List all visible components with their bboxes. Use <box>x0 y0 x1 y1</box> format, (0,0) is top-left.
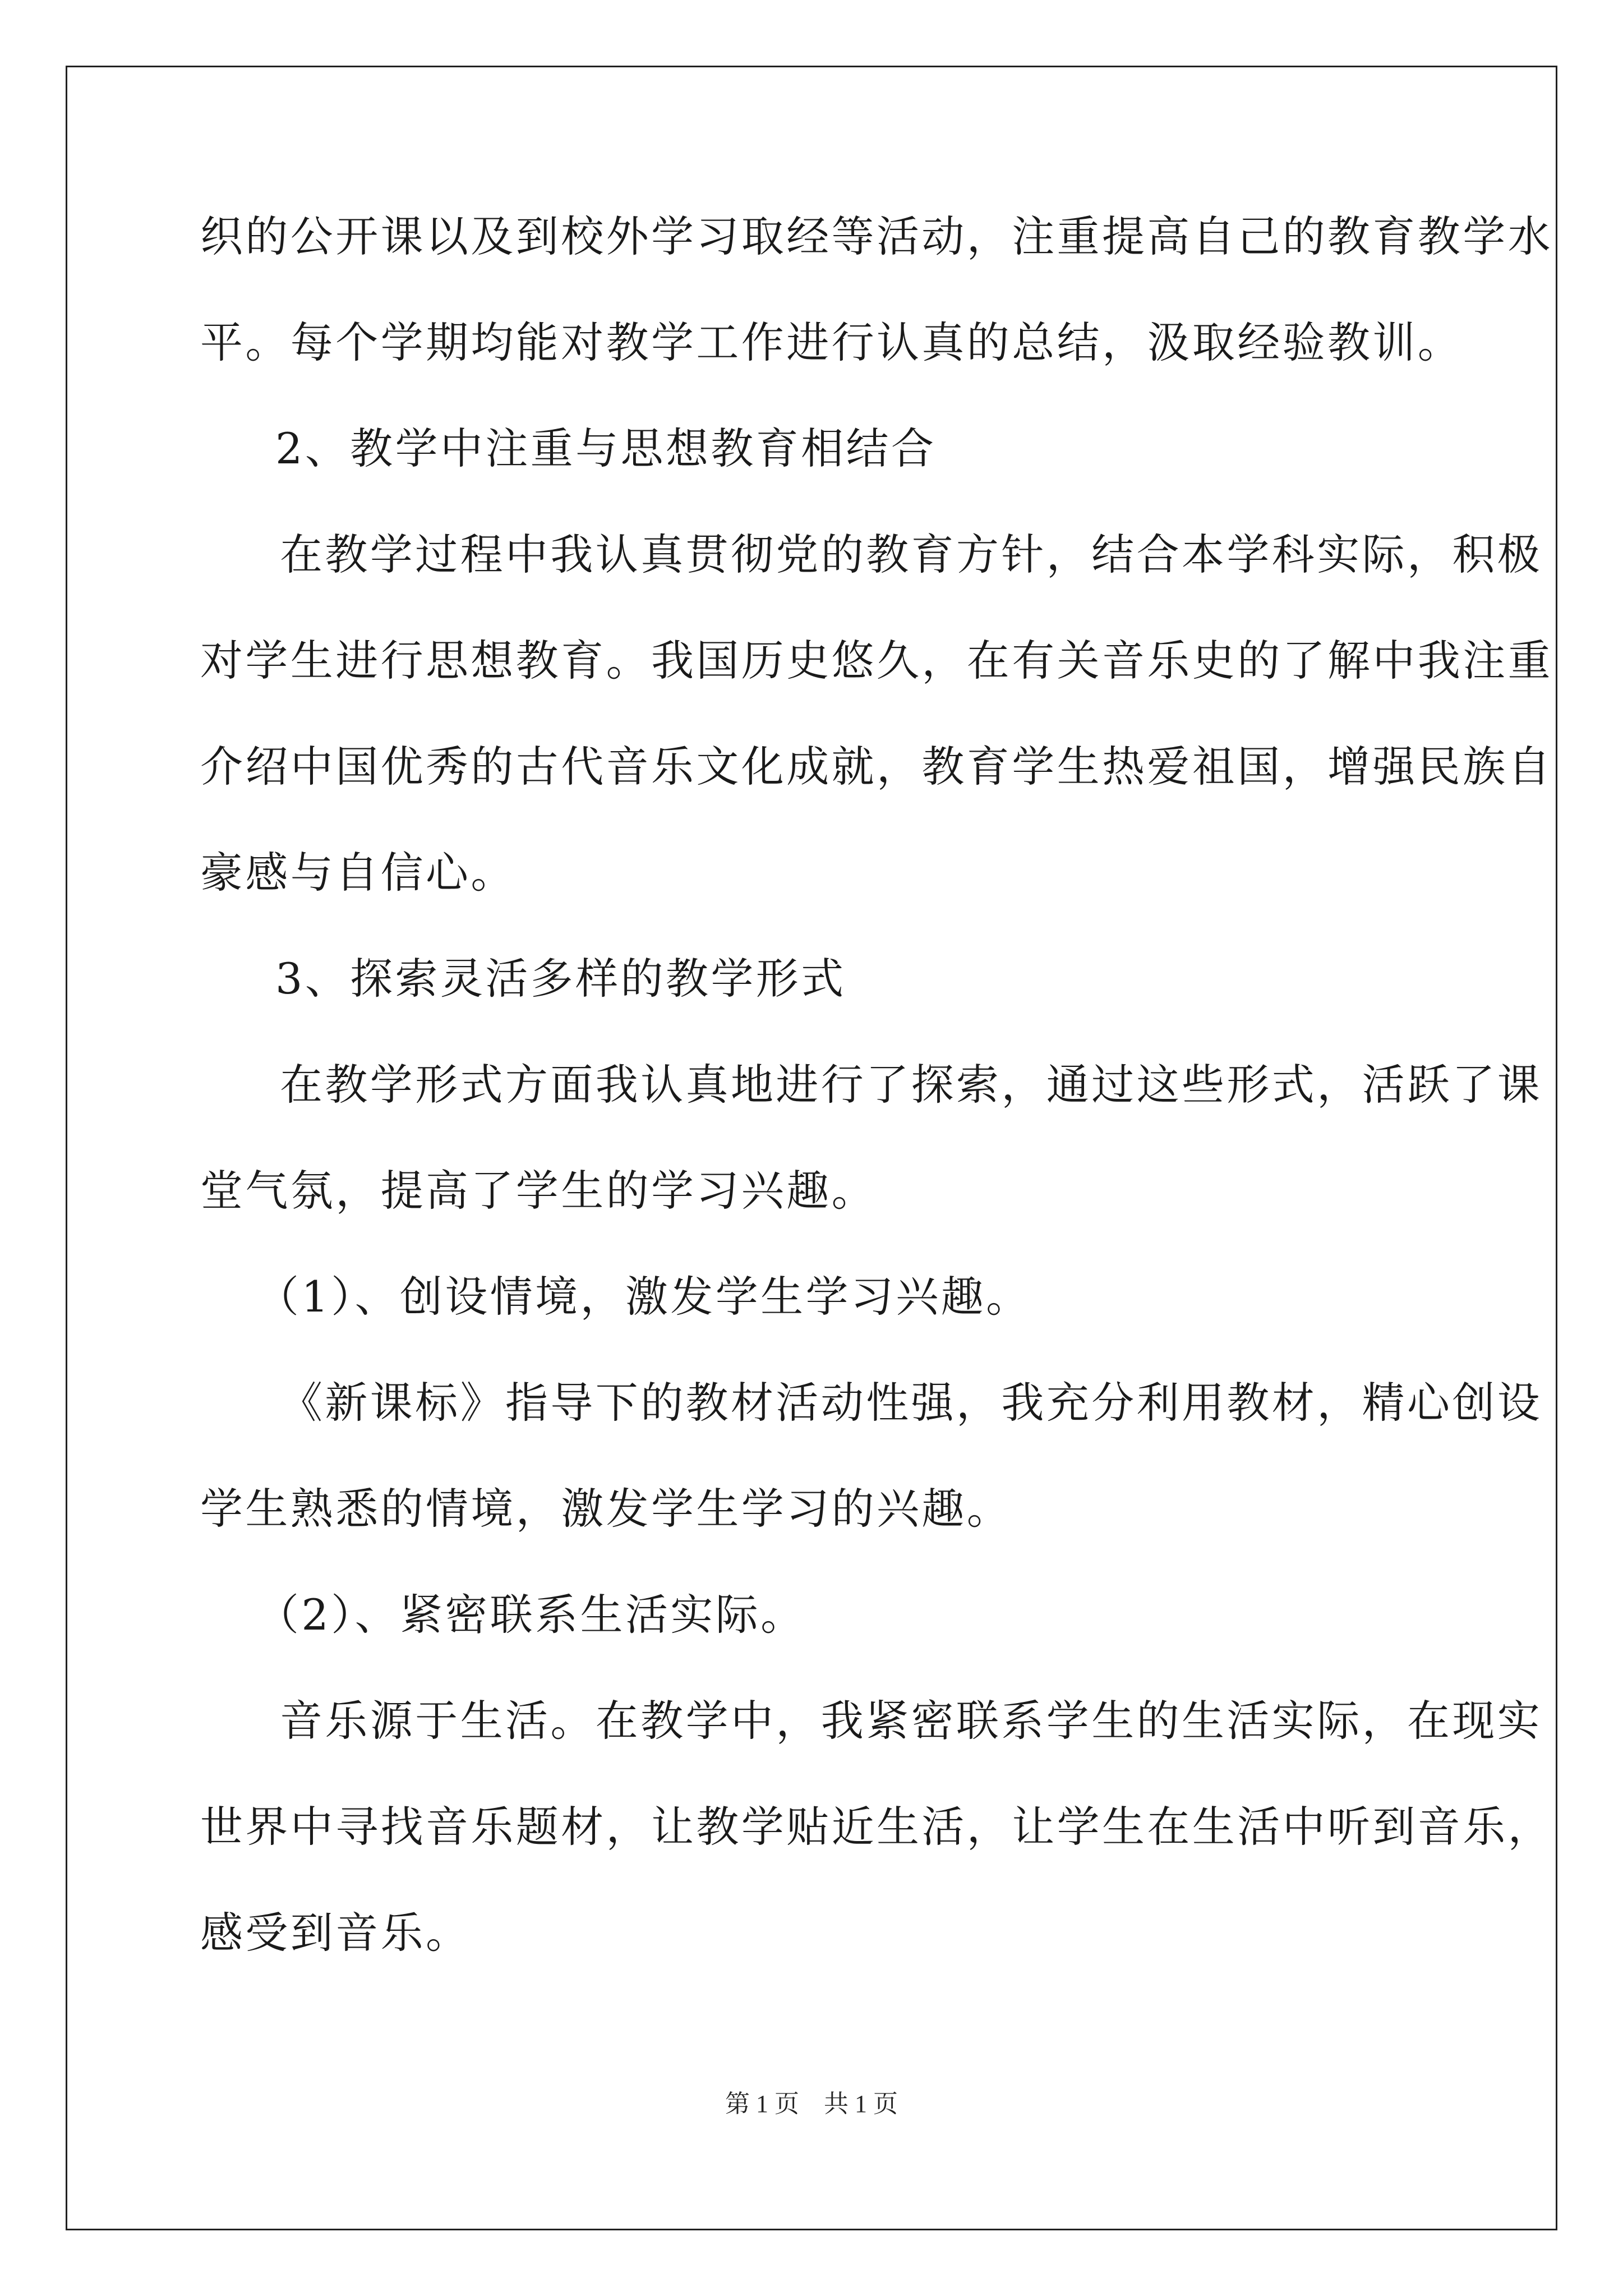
paragraph-line: 音乐源于生活。在教学中，我紧密联系学生的生活实际，在现实 <box>280 1696 1543 1746</box>
paragraph-line: 学生熟悉的情境，激发学生学习的兴趣。 <box>200 1484 1012 1534</box>
paragraph-line: 介绍中国优秀的古代音乐文化成就，教育学生热爱祖国，增强民族自 <box>200 742 1553 792</box>
paragraph-line: 对学生进行思想教育。我国历史悠久，在有关音乐史的了解中我注重 <box>200 636 1553 685</box>
subsection-heading: （2）、紧密联系生活实际。 <box>256 1590 806 1640</box>
section-heading: 3、探索灵活多样的教学形式 <box>275 954 846 1004</box>
paragraph-line: 豪感与自信心。 <box>200 848 516 898</box>
paragraph-line: 平。每个学期均能对教学工作进行认真的总结，汲取经验教训。 <box>200 318 1463 367</box>
paragraph-line: 感受到音乐。 <box>200 1908 471 1958</box>
paragraph-line: 在教学过程中我认真贯彻党的教育方针，结合本学科实际，积极 <box>280 530 1543 579</box>
paragraph-line: 织的公开课以及到校外学习取经等活动，注重提高自己的教育教学水 <box>200 211 1553 261</box>
page-number-footer: 第 1 页 共 1 页 <box>725 2090 898 2118</box>
section-heading: 2、教学中注重与思想教育相结合 <box>275 424 937 473</box>
paragraph-line: 《新课标》指导下的教材活动性强，我充分利用教材，精心创设 <box>280 1378 1543 1428</box>
paragraph-line: 在教学形式方面我认真地进行了探索，通过这些形式，活跃了课 <box>280 1060 1543 1110</box>
paragraph-line: 堂气氛，提高了学生的学习兴趣。 <box>200 1166 877 1216</box>
paragraph-line: 世界中寻找音乐题材，让教学贴近生活，让学生在生活中听到音乐， <box>200 1802 1553 1852</box>
subsection-heading: （1）、创设情境，激发学生学习兴趣。 <box>256 1272 1031 1322</box>
